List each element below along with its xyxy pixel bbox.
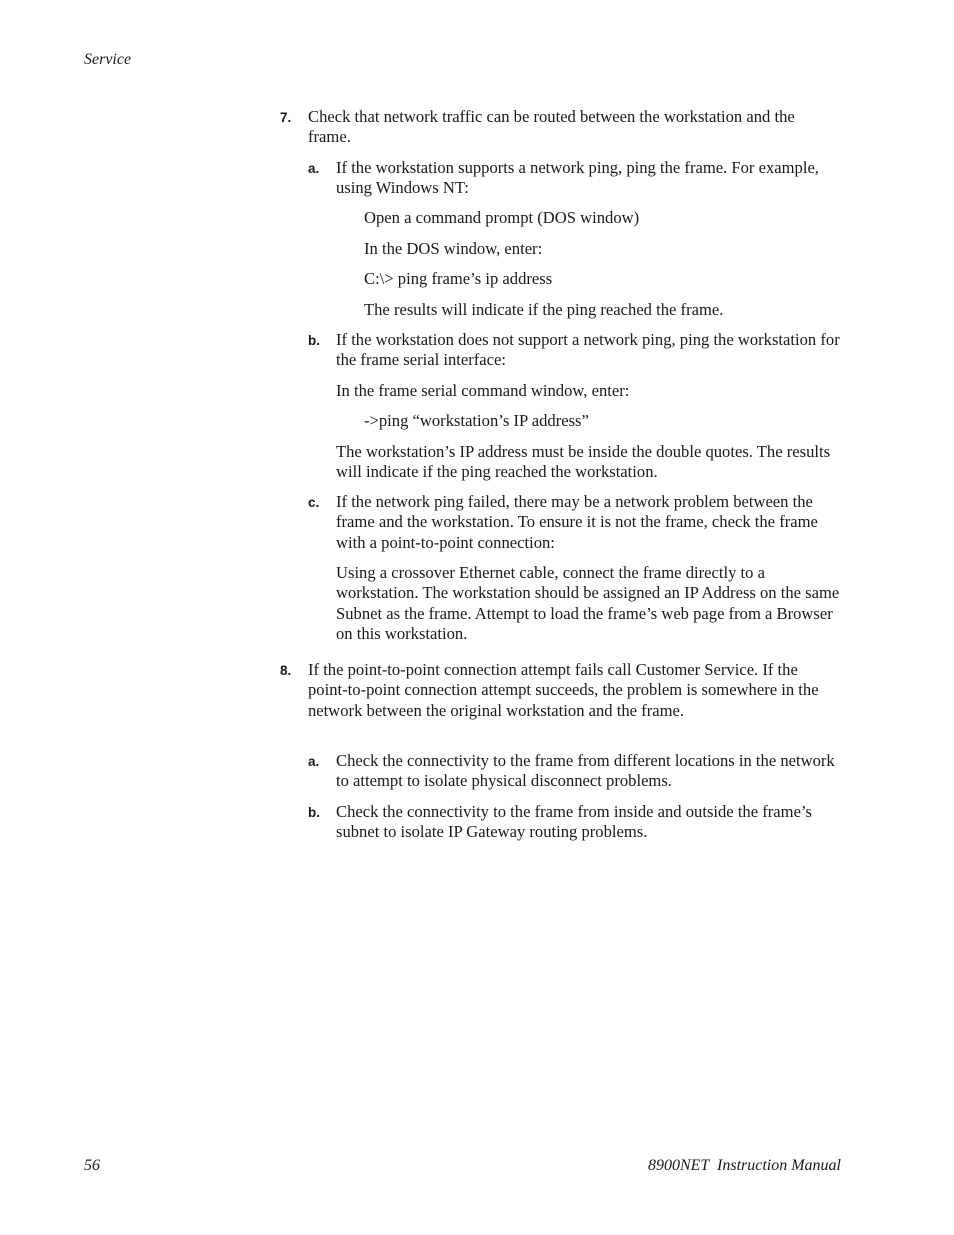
substep-letter: b.	[308, 333, 320, 348]
substep-letter: b.	[308, 805, 320, 820]
step-number: 7.	[280, 110, 292, 125]
instruction-paragraph: In the frame serial command window, enter:	[336, 381, 630, 400]
substep-text: If the workstation does not support a network ping, ping the workstation for the frame serial interface:	[336, 330, 840, 370]
running-header: Service	[84, 51, 132, 68]
step-text: Check that network traffic can be routed between the workstation and the frame.	[308, 107, 795, 147]
instruction-line: The results will indicate if the ping reached the frame.	[364, 300, 724, 319]
instruction-line: Open a command prompt (DOS window)	[364, 208, 640, 227]
substep-text: If the workstation supports a network ping, ping the frame. For example, using Windows NT:	[336, 158, 819, 198]
manual-title: 8900NET Instruction Manual	[647, 1157, 841, 1174]
page-number: 56	[84, 1157, 100, 1174]
substep-letter: a.	[308, 754, 320, 769]
substep-text: If the network ping failed, there may be a network problem between the frame and the workstation. To ensure it is not the frame, check the frame with a point-to-point connection:	[336, 492, 818, 552]
step-number: 8.	[280, 663, 292, 678]
instruction-paragraph: The workstation’s IP address must be inside the double quotes. The results will indicate if the ping reached the workstation.	[336, 442, 831, 482]
instruction-paragraph: Using a crossover Ethernet cable, connect the frame directly to a workstation. The workstation should be assigned an IP Address on the same Subnet as the frame. Attempt to load the frame’s web page from a Browser on this workstation.	[336, 563, 840, 644]
command-line: ->ping “workstation’s IP address”	[364, 411, 589, 430]
step-text: If the point-to-point connection attempt fails call Customer Service. If the point-to-point connection attempt succeeds, the problem is somewhere in the network between the original workstation and the frame.	[308, 660, 819, 720]
instruction-line: In the DOS window, enter:	[364, 239, 543, 258]
substep-letter: a.	[308, 161, 320, 176]
substep-text: Check the connectivity to the frame from inside and outside the frame’s subnet to isolate IP Gateway routing problems.	[336, 802, 813, 842]
substep-letter: c.	[308, 495, 320, 510]
substep-text: Check the connectivity to the frame from different locations in the network to attempt to isolate physical disconnect problems.	[336, 751, 835, 791]
command-line: C:\> ping frame’s ip address	[364, 269, 553, 288]
